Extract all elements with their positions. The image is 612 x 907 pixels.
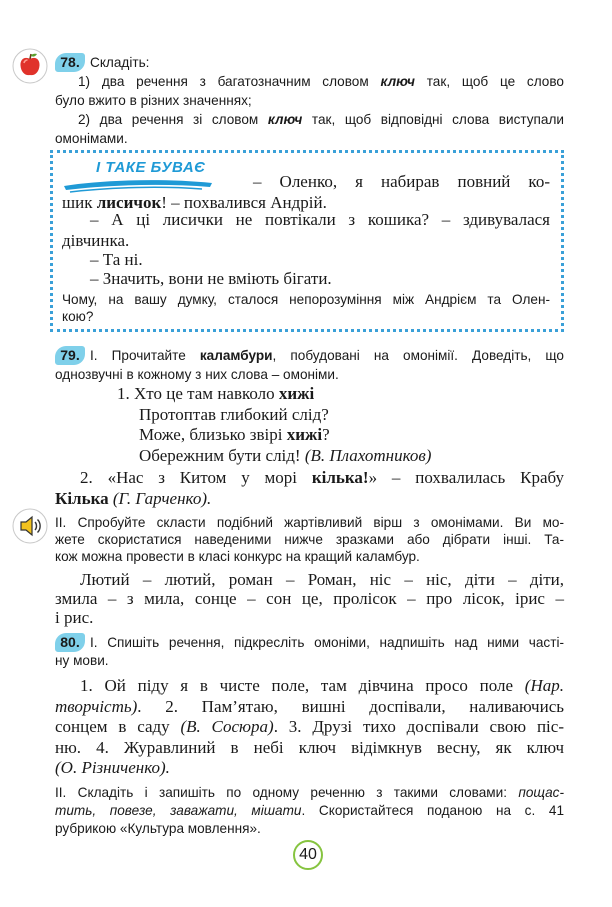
exercise-79-badge: 79. — [55, 346, 85, 365]
funny-line-1: – Оленко, я набирав повний ко- — [253, 172, 550, 191]
funny-line-2: шик лисичок! – похвалився Андрій. — [62, 193, 327, 212]
page-number: 40 — [293, 840, 323, 870]
homonym-samples-l2: змила – з мила, сонце – сон це, пролісок – про лісок, ірис – — [55, 589, 564, 608]
poem-line-2: Протоптав глибокий слід? — [139, 404, 329, 424]
exercise-79-task-2-l2: жете скористатися наведеними нижче зразками або дібрати інші. Та- — [55, 532, 564, 547]
exercise-80-task-1: І. Спишіть речення, підкресліть омоніми, надпишіть над ними часті- — [90, 635, 564, 650]
exercise-80-task-2-l2: тить, повезе, заважати, мішати. Скористайтеся поданою на с. 41 — [55, 803, 565, 818]
funny-line-3: – А ці лисички не повтікали з кошика? – здивувалася — [90, 210, 550, 229]
exercise-78-item-2-cont: омонімами. — [55, 131, 128, 146]
poem-line-1: 1. Хто це там навколо хижі — [117, 384, 315, 403]
exercise-79-task-1: І. Прочитайте каламбури, побудовані на омонімії. Доведіть, що — [90, 348, 564, 363]
exercise-78-item-2: 2) два речення зі словом ключ так, щоб відповідні слова виступали — [78, 112, 564, 127]
exercise-80-task-1-cont: ну мови. — [55, 653, 109, 668]
pun-2-line-2: Кілька (Г. Гарченко). — [55, 489, 212, 508]
exercise-80-task-2-l3: рубрикою «Культура мовлення». — [55, 821, 261, 836]
sentence-line-3: сонцем в саду (В. Сосюра). 3. Друзі тихо доспівали свою піс- — [55, 717, 564, 736]
funny-line-4: дівчинка. — [62, 231, 130, 250]
exercise-79-task-1-cont: однозвучні в кожному з них слова – омоніми. — [55, 367, 339, 382]
exercise-79-task-2-l1: ІІ. Спробуйте скласти подібний жартівливий вірш з омонімами. Ви мо- — [55, 515, 564, 530]
sentence-line-1: 1. Ой піду я в чисте поле, там дівчина просо поле (Нар. — [80, 676, 564, 695]
homonym-samples-l3: і рис. — [55, 608, 94, 627]
pun-poem-1 — [117, 384, 431, 466]
exercise-78-item-1: 1) два речення з багатозначним словом ключ так, щоб це слово — [78, 74, 564, 89]
sentence-line-5: (О. Різниченко). — [55, 758, 170, 777]
homonym-samples-l1: Лютий – лютий, роман – Роман, ніс – ніс, діти – діти, — [80, 570, 564, 589]
exercise-79-task-2-l3: кож можна провести в класі конкурс на кращий каламбур. — [55, 549, 420, 564]
exercise-78-title: Складіть: — [90, 55, 150, 70]
funny-banner — [62, 156, 214, 194]
exercise-78-badge: 78. — [55, 53, 85, 72]
apple-icon — [12, 48, 48, 84]
exercise-80-badge: 80. — [55, 633, 85, 652]
funny-question: Чому, на вашу думку, сталося непорозуміння між Андрієм та Олен- — [62, 292, 550, 307]
speaker-icon — [12, 508, 48, 544]
funny-line-6: – Значить, вони не вміють бігати. — [90, 269, 332, 288]
pun-2-line-1: 2. «Нас з Китом у морі кілька!» – похвалилась Крабу — [80, 468, 565, 487]
sentence-line-4: ню. 4. Журавлиний в небі ключ відімкнув весну, як ключ — [55, 738, 564, 757]
exercise-78-item-1-cont: було вжито в різних значеннях; — [55, 93, 252, 108]
exercise-80-task-2-l1: ІІ. Складіть і запишіть по одному реченню з такими словами: пощас- — [55, 785, 564, 800]
funny-line-5: – Та ні. — [90, 250, 143, 269]
poem-line-4: Обережним бути слід! (В. Плахотников) — [139, 445, 432, 465]
sentence-line-2: творчість). 2. Пам’ятаю, вишні доспівали, наливаючись — [55, 697, 564, 716]
funny-banner-title: І ТАКЕ БУВАЄ — [96, 159, 206, 176]
poem-line-3: Може, близько звірі хижі? — [139, 425, 330, 444]
funny-question-cont: кою? — [62, 309, 94, 324]
